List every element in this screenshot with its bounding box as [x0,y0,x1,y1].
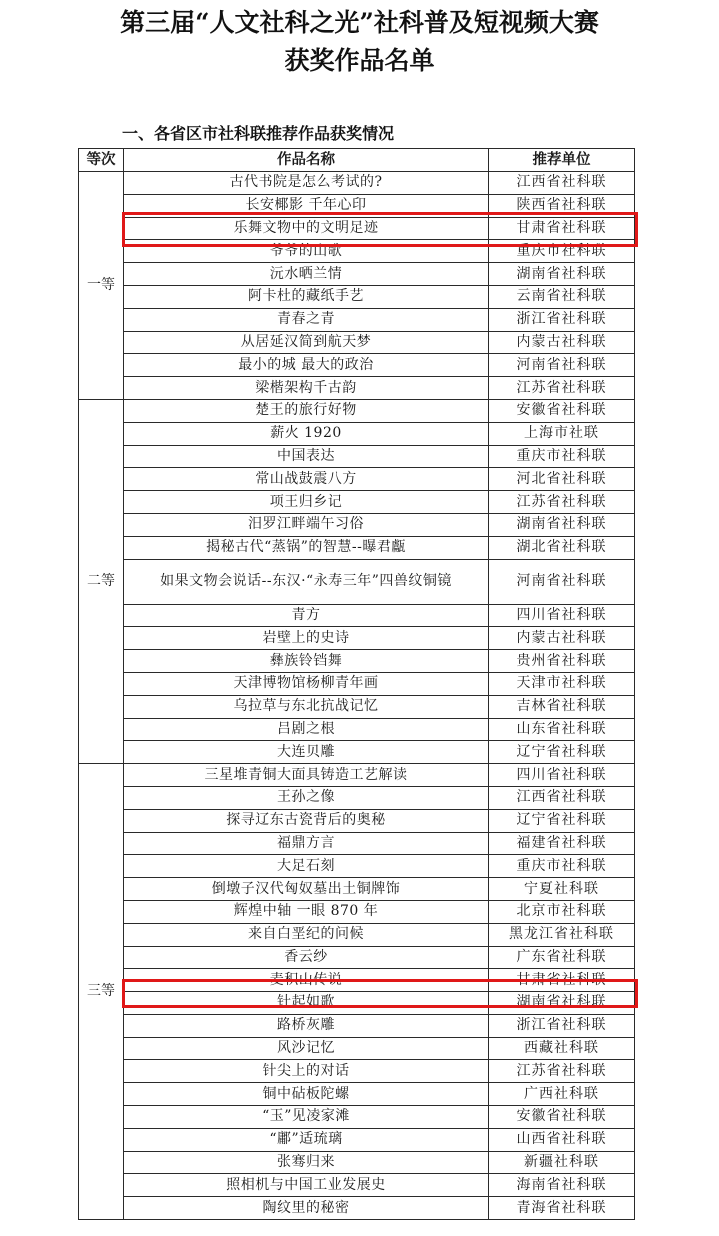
table-row [79,718,635,741]
recommending-unit: 四川省社科联 [489,764,635,787]
recommending-unit: 上海市社联 [489,422,635,445]
table-header-row [79,149,635,172]
work-title: “鄘”适琉璃 [124,1128,489,1151]
table-row [79,604,635,627]
table-row [79,468,635,491]
table-row [79,650,635,673]
recommending-unit: 甘肃省社科联 [489,217,635,240]
work-title: 铜中砧板陀螺 [124,1083,489,1106]
work-title: 最小的城 最大的政治 [124,354,489,377]
table-row [79,855,635,878]
table-row [79,491,635,514]
document-title: 第三届“人文社科之光”社科普及短视频大赛 [120,8,599,37]
recommending-unit: 重庆市社科联 [489,240,635,263]
table-row [79,172,635,195]
recommending-unit: 江苏省社科联 [489,377,635,400]
recommending-unit: 湖南省社科联 [489,263,635,286]
table-row [79,1151,635,1174]
work-title: 长安椰影 千年心印 [124,194,489,217]
recommending-unit: 辽宁省社科联 [489,741,635,764]
column-header-unit: 推荐单位 [489,149,635,172]
table-row [79,809,635,832]
highlight-box [122,979,638,1008]
table-row [79,900,635,923]
recommending-unit: 河南省社科联 [489,354,635,377]
recommending-unit: 天津市社科联 [489,672,635,695]
recommending-unit: 山西省社科联 [489,1128,635,1151]
recommending-unit: 河北省社科联 [489,468,635,491]
work-title: 爷爷的山歌 [124,240,489,263]
table-row [79,422,635,445]
work-title: 王孙之像 [124,786,489,809]
recommending-unit: 宁夏社科联 [489,878,635,901]
table-row [79,946,635,969]
work-title: 天津博物馆杨柳青年画 [124,672,489,695]
work-title: 汨罗江畔端午习俗 [124,513,489,536]
document-subtitle: 获奖作品名单 [284,46,435,75]
table-row [79,559,635,604]
work-title: 从居延汉简到航天梦 [124,331,489,354]
recommending-unit: 四川省社科联 [489,604,635,627]
work-title: 青方 [124,604,489,627]
table-row [79,695,635,718]
work-title: 探寻辽东古瓷背后的奥秘 [124,809,489,832]
work-title: 辉煌中轴 一眼 870 年 [124,900,489,923]
work-title: 陶纹里的秘密 [124,1197,489,1220]
work-title: 香云纱 [124,946,489,969]
recommending-unit: 江苏省社科联 [489,1060,635,1083]
table-row [79,1037,635,1060]
table-row [79,536,635,559]
recommending-unit: 浙江省社科联 [489,1014,635,1037]
table-row [79,1083,635,1106]
work-title: 路桥灰雕 [124,1014,489,1037]
work-title: 大足石刻 [124,855,489,878]
recommending-unit: 湖南省社科联 [489,992,635,1015]
table-row [79,832,635,855]
table-row [79,627,635,650]
table-row [79,331,635,354]
recommending-unit: 福建省社科联 [489,832,635,855]
recommending-unit: 江西省社科联 [489,786,635,809]
award-tier: 一等 [79,172,124,400]
work-title: 针起如歌 [124,992,489,1015]
awards-table [78,148,635,1220]
recommending-unit: 安徽省社科联 [489,399,635,422]
table-row [79,923,635,946]
work-title: 张骞归来 [124,1151,489,1174]
table-row [79,1014,635,1037]
recommending-unit: 甘肃省社科联 [489,969,635,992]
recommending-unit: 青海省社科联 [489,1197,635,1220]
work-title: 阿卡杜的藏纸手艺 [124,285,489,308]
column-header-title: 作品名称 [124,149,489,172]
table-row [79,672,635,695]
work-title: 梁楷架构千古韵 [124,377,489,400]
work-title: 照相机与中国工业发展史 [124,1174,489,1197]
table-row [79,513,635,536]
work-title: 福鼎方言 [124,832,489,855]
work-title: 岩壁上的史诗 [124,627,489,650]
work-title: 揭秘古代“蒸锅”的智慧--曝君甗 [124,536,489,559]
table-row [79,377,635,400]
recommending-unit: 贵州省社科联 [489,650,635,673]
table-row [79,1197,635,1220]
recommending-unit: 内蒙古社科联 [489,331,635,354]
work-title: 青春之青 [124,308,489,331]
table-row [79,354,635,377]
table-row [79,786,635,809]
work-title: 沅水晒兰情 [124,263,489,286]
recommending-unit: 新疆社科联 [489,1151,635,1174]
work-title: 风沙记忆 [124,1037,489,1060]
recommending-unit: 海南省社科联 [489,1174,635,1197]
table-row [79,1060,635,1083]
recommending-unit: 重庆市社科联 [489,855,635,878]
section-heading: 一、各省区市社科联推荐作品获奖情况 [122,124,395,143]
table-row [79,1128,635,1151]
table-row [79,764,635,787]
work-title: 古代书院是怎么考试的? [124,172,489,195]
table-row [79,263,635,286]
recommending-unit: 辽宁省社科联 [489,809,635,832]
work-title: 彝族铃铛舞 [124,650,489,673]
work-title: 麦积山传说 [124,969,489,992]
table-row [79,1106,635,1129]
recommending-unit: 吉林省社科联 [489,695,635,718]
recommending-unit: 西藏社科联 [489,1037,635,1060]
recommending-unit: 江西省社科联 [489,172,635,195]
highlight-box [122,212,638,247]
table-row [79,308,635,331]
work-title: 楚王的旅行好物 [124,399,489,422]
recommending-unit: 浙江省社科联 [489,308,635,331]
recommending-unit: 湖南省社科联 [489,513,635,536]
recommending-unit: 安徽省社科联 [489,1106,635,1129]
award-tier: 二等 [79,399,124,763]
table-row [79,741,635,764]
work-title: 三星堆青铜大面具铸造工艺解读 [124,764,489,787]
work-title: 乐舞文物中的文明足迹 [124,217,489,240]
work-title: 项王归乡记 [124,491,489,514]
work-title: 乌拉草与东北抗战记忆 [124,695,489,718]
recommending-unit: 湖北省社科联 [489,536,635,559]
recommending-unit: 北京市社科联 [489,900,635,923]
work-title: 常山战鼓震八方 [124,468,489,491]
work-title: 薪火 1920 [124,422,489,445]
recommending-unit: 陕西省社科联 [489,194,635,217]
work-title: 倒墩子汉代匈奴墓出土铜牌饰 [124,878,489,901]
column-header-tier: 等次 [79,149,124,172]
work-title: 来自白垩纪的问候 [124,923,489,946]
table-row [79,878,635,901]
recommending-unit: 江苏省社科联 [489,491,635,514]
work-title: 如果文物会说话--东汉·“永寿三年”四兽纹铜镜 [124,559,489,604]
recommending-unit: 内蒙古社科联 [489,627,635,650]
recommending-unit: 云南省社科联 [489,285,635,308]
work-title: 吕剧之根 [124,718,489,741]
work-title: 大连贝雕 [124,741,489,764]
recommending-unit: 广西社科联 [489,1083,635,1106]
table-row [79,1174,635,1197]
recommending-unit: 山东省社科联 [489,718,635,741]
recommending-unit: 河南省社科联 [489,559,635,604]
work-title: 中国表达 [124,445,489,468]
recommending-unit: 广东省社科联 [489,946,635,969]
table-row [79,399,635,422]
work-title: “玉”见凌家滩 [124,1106,489,1129]
recommending-unit: 黑龙江省社科联 [489,923,635,946]
award-tier: 三等 [79,764,124,1220]
work-title: 针尖上的对话 [124,1060,489,1083]
table-row [79,285,635,308]
table-row [79,445,635,468]
recommending-unit: 重庆市社科联 [489,445,635,468]
